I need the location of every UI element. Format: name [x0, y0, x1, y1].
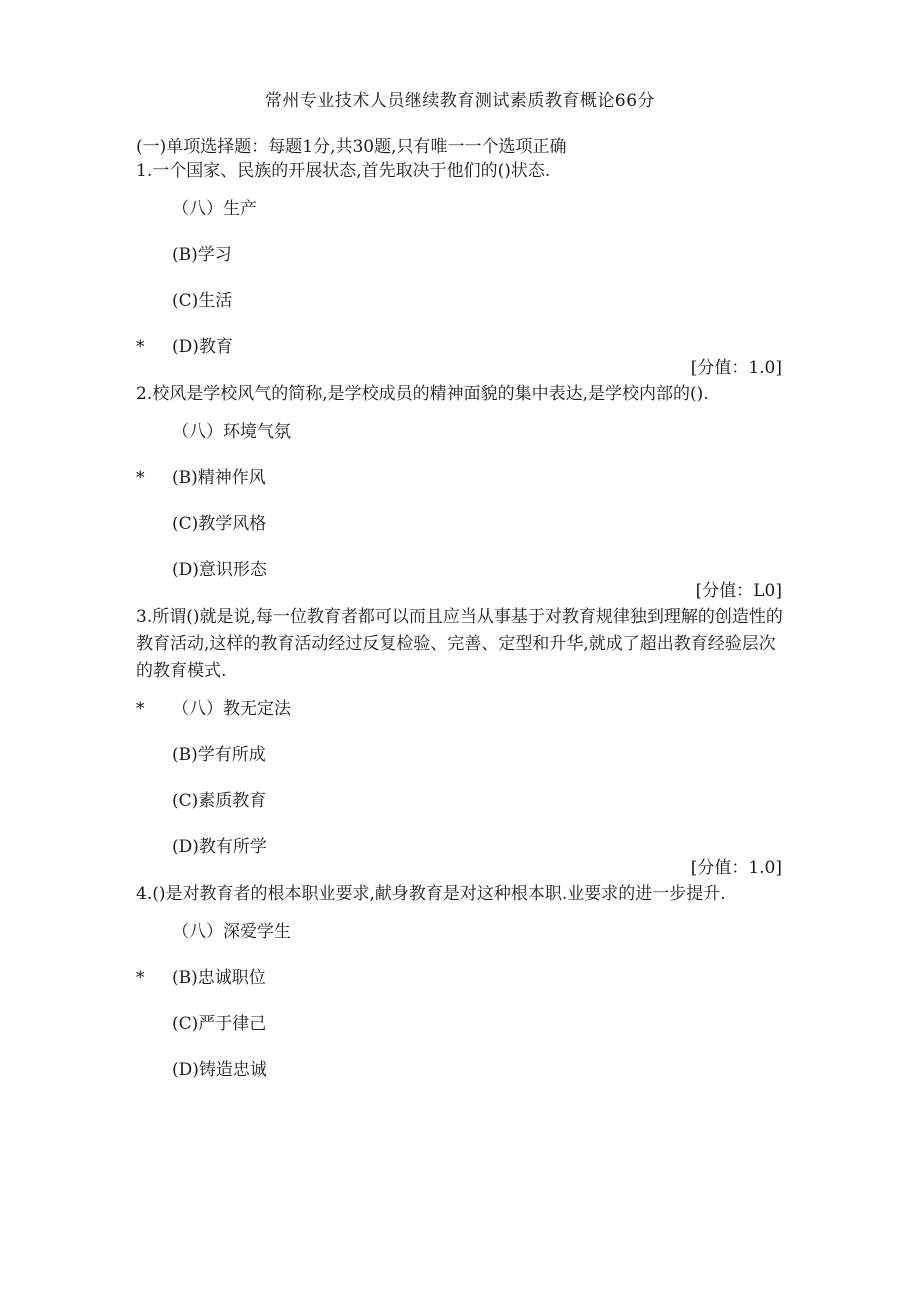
option-c[interactable] [136, 289, 786, 335]
score-label: [分值：1.0] [690, 858, 782, 878]
option-text: (B)精神作风 [172, 468, 266, 488]
option-text: (C)严于律己 [172, 1014, 267, 1034]
question-text: 1.一个国家、民族的开展状态,首先取决于他们的()状态. [136, 161, 551, 181]
option-text: （八）生产 [172, 199, 257, 219]
option-text: （八）深爱学生 [172, 922, 291, 942]
document-title: 常州专业技术人员继续教育测试素质教育概论66分 [264, 91, 656, 111]
option-c[interactable] [136, 1012, 786, 1058]
question-3 [136, 604, 786, 879]
question-text: 4.()是对教育者的根本职业要求,献身教育是对这种根本职.业要求的进一步提升. [136, 884, 726, 904]
answer-mark: * [136, 468, 145, 488]
option-text: (D)意识形态 [172, 560, 267, 580]
question-text: 2.校风是学校风气的简称,是学校成员的精神面貌的集中表达,是学校内部的(). [136, 384, 709, 404]
option-text: （八）教无定法 [172, 699, 291, 719]
option-d[interactable] [136, 558, 786, 604]
option-text: （八）环境气氛 [172, 422, 291, 442]
score-label: [分值：L0] [695, 581, 782, 601]
option-text: (B)学有所成 [172, 745, 266, 765]
option-list [136, 197, 786, 381]
answer-mark: * [136, 337, 145, 357]
question-1 [136, 158, 786, 379]
option-a[interactable] [136, 697, 786, 743]
option-list [136, 920, 786, 1104]
option-list [136, 697, 786, 881]
section-heading: (一)单项选择题：每题1分,共30题,只有唯一一个选项正确 [136, 137, 567, 157]
option-b[interactable] [136, 243, 786, 289]
option-text: (D)教育 [172, 337, 233, 357]
option-d[interactable] [136, 335, 786, 381]
question-4 [136, 881, 786, 1104]
answer-mark: * [136, 968, 145, 988]
option-text: (C)素质教育 [172, 791, 267, 811]
option-b[interactable] [136, 966, 786, 1012]
option-text: (B)学习 [172, 245, 232, 265]
option-c[interactable] [136, 512, 786, 558]
option-text: (D)教有所学 [172, 837, 267, 857]
option-d[interactable] [136, 835, 786, 881]
option-d[interactable] [136, 1058, 786, 1104]
option-list [136, 420, 786, 604]
option-a[interactable] [136, 420, 786, 466]
score-label: [分值：1.0] [690, 358, 782, 378]
option-text: (B)忠诚职位 [172, 968, 266, 988]
option-c[interactable] [136, 789, 786, 835]
option-a[interactable] [136, 920, 786, 966]
question-text: 3.所谓()就是说,每一位教育者都可以而且应当从事基于对教育规律独到理解的创造性的教育活动,这样的教育活动经过反复检验、完善、定型和升华,就成了超出教育经验层次的教育模式. [136, 607, 783, 681]
option-text: (D)铸造忠诚 [172, 1060, 267, 1080]
option-b[interactable] [136, 466, 786, 512]
option-b[interactable] [136, 743, 786, 789]
answer-mark: * [136, 699, 145, 719]
question-2 [136, 381, 786, 602]
question-list [136, 158, 786, 1104]
option-text: (C)教学风格 [172, 514, 267, 534]
option-text: (C)生活 [172, 291, 233, 311]
option-a[interactable] [136, 197, 786, 243]
